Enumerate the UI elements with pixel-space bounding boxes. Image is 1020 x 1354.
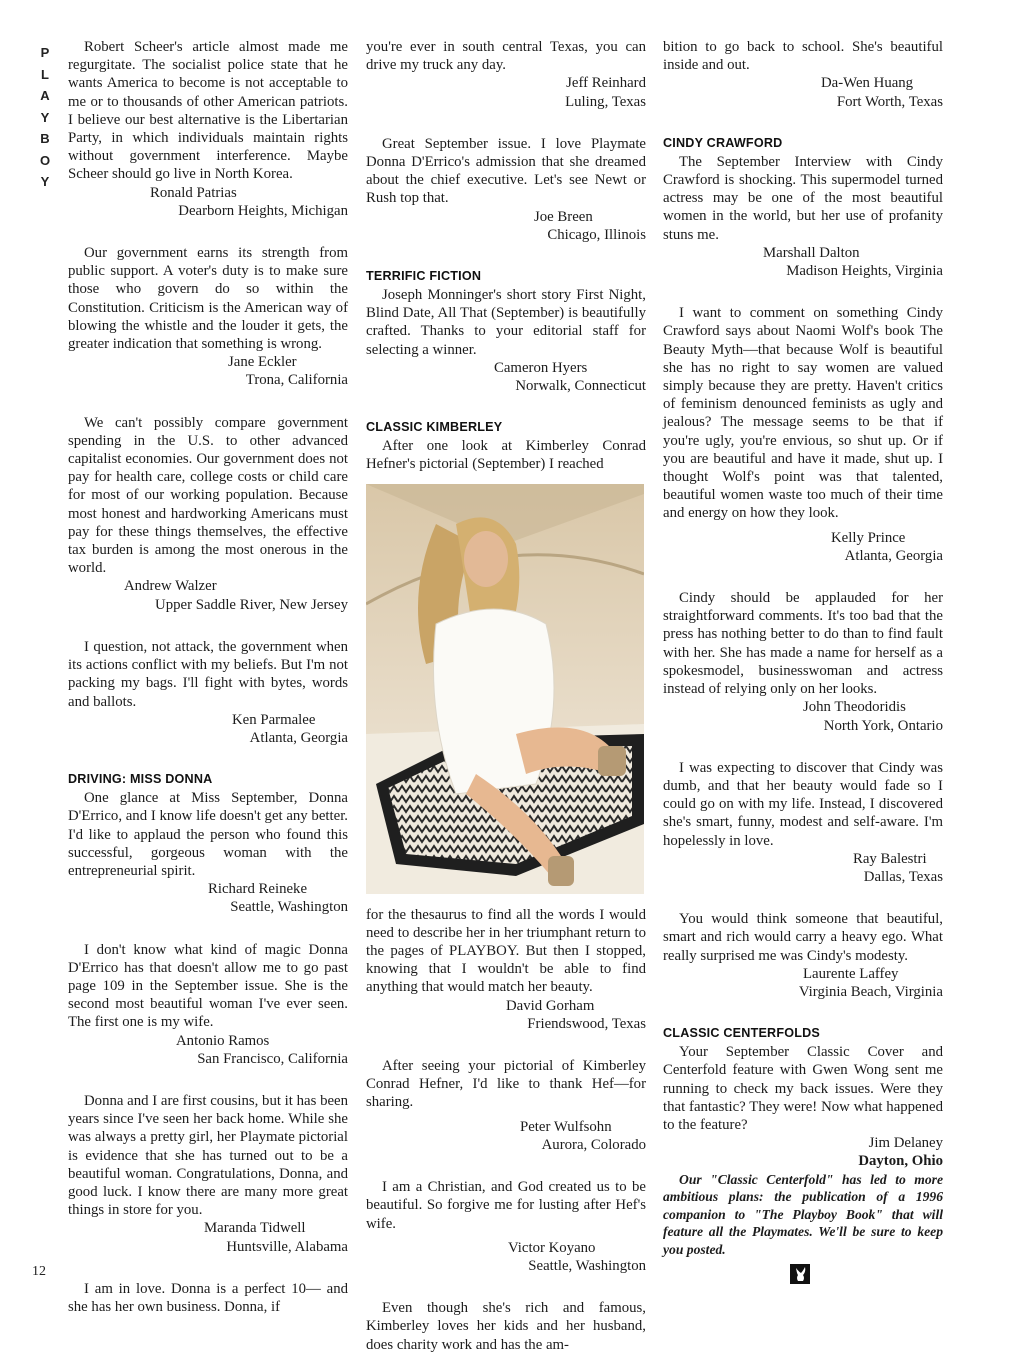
column-2 bbox=[366, 38, 646, 1354]
section-heading: DRIVING: MISS DONNA bbox=[68, 772, 213, 787]
column-3 bbox=[663, 38, 943, 1259]
signature bbox=[68, 880, 348, 916]
letter-body: After seeing your pictorial of Kimberley Conrad Hefner, I'd like to thank Hef—for sharing. bbox=[366, 1058, 646, 1111]
signature-name: Laurente Laffey bbox=[803, 965, 899, 982]
letter bbox=[68, 789, 348, 916]
signature bbox=[68, 1219, 348, 1255]
masthead-letter: P bbox=[40, 45, 50, 60]
signature bbox=[68, 1032, 348, 1068]
letter bbox=[68, 1092, 348, 1256]
signature bbox=[68, 184, 348, 220]
masthead-letter: A bbox=[40, 88, 50, 103]
letter-body: I want to comment on something Cindy Crawford says about Naomi Wolf's book The Beauty Myth—that because Wolf is beautiful she has no right to say women are valued simply because they are pretty. Haven't critics of feminism denounced feminists as ugly and jealous? The message seems to be that if you're ugly, you're envious, so shut up. Or if you are beautiful and have it made, shut up. I thought Wolf's point was that talented, beautiful women waste too much of their time and energy on how they look. bbox=[663, 305, 943, 522]
signature-place: Atlanta, Georgia bbox=[844, 547, 943, 564]
signature-name: Victor Koyano bbox=[508, 1239, 596, 1256]
signature-name: Cameron Hyers bbox=[494, 359, 588, 376]
signature bbox=[366, 1239, 646, 1275]
signature-name: Da-Wen Huang bbox=[821, 75, 914, 92]
letter bbox=[663, 1043, 943, 1170]
signature bbox=[663, 850, 943, 886]
letter bbox=[366, 38, 646, 111]
section-heading: CLASSIC KIMBERLEY bbox=[366, 420, 503, 435]
signature bbox=[366, 74, 646, 110]
letter-body: We can't possibly compare government spending in the U.S. to other advanced capitalist economies. Our government does not pay for health care, college costs or child care for most of our working population. Because most honest and hardworking Americans must pay for these things themselves, the effective tax burden is among the most onerous in the world. bbox=[68, 414, 348, 577]
signature-name: Ken Parmalee bbox=[232, 711, 316, 728]
letter-body: Donna and I are first cousins, but it has been years since I've seen her back home. While she was always a pretty girl, her Playmate pictorial is evidence that she has turned out to be a beautiful woman. Congratulations, Donna, and good luck. I know there are many more great things in store for you. bbox=[68, 1092, 348, 1219]
letter bbox=[663, 304, 943, 565]
editor-note-text: Our "Classic Centerfold" has led to more ambitious plans: the publication of a 1996 companion to "The Playboy Book" that will feature all the Playmates. We'll be sure to keep you posted. bbox=[663, 1171, 943, 1257]
letter bbox=[68, 244, 348, 390]
pictorial-photo bbox=[366, 484, 644, 894]
signature bbox=[68, 577, 348, 613]
letter-body-continued: Even though she's rich and famous, Kimberley loves her kids and her husband, does charity work and has the am- bbox=[366, 1300, 646, 1353]
signature bbox=[663, 1134, 943, 1170]
letter-body: I am a Christian, and God created us to be beautiful. So forgive me for lusting after Hef's wife. bbox=[366, 1179, 646, 1232]
letter-body-continuation: you're ever in south central Texas, you can drive my truck any day. bbox=[366, 39, 646, 74]
signature bbox=[663, 244, 943, 280]
signature-place: Fort Worth, Texas bbox=[836, 93, 943, 110]
signature bbox=[68, 711, 348, 747]
signature-name: Jeff Reinhard bbox=[566, 75, 646, 92]
signature-place: San Francisco, California bbox=[197, 1050, 348, 1067]
signature-name: Joe Breen bbox=[534, 208, 593, 225]
letter-body: One glance at Miss September, Donna D'Errico, and I know life doesn't get any better. I'd like to applaud the person who found this successful, gorgeous woman with the entrepreneurial spirit. bbox=[68, 790, 348, 879]
letter bbox=[366, 906, 646, 1033]
letter-body: I was expecting to discover that Cindy was dumb, and that her beauty would fade so I could go on with my life. Instead, I discovered she's smart, funny, modest and self-aware. I'm hopelessly in love. bbox=[663, 759, 943, 849]
signature-name: Andrew Walzer bbox=[124, 578, 217, 595]
letter bbox=[68, 941, 348, 1068]
signature-place: Seattle, Washington bbox=[528, 1257, 646, 1274]
letter-body: Robert Scheer's article almost made me regurgitate. The socialist police state that he wants America to become is not acceptable to me or to thousands of other American patriots. I believe our best alternative is the Libertarian Party, in which individuals maintain rights without government interference. Maybe Scheer should go live in North Korea. bbox=[68, 39, 348, 183]
signature-name: Maranda Tidwell bbox=[204, 1220, 306, 1237]
letter bbox=[663, 759, 943, 886]
signature-place: Huntsville, Alabama bbox=[226, 1238, 348, 1255]
letter bbox=[68, 414, 348, 614]
letter-body: You would think someone that beautiful, smart and rich would carry a heavy ego. What really surprised me was Cindy's modesty. bbox=[663, 911, 943, 964]
signature-name: Ray Balestri bbox=[853, 850, 927, 867]
signature-name: Ronald Patrias bbox=[150, 184, 237, 201]
section-heading: CLASSIC CENTERFOLDS bbox=[663, 1026, 821, 1041]
letter bbox=[68, 38, 348, 220]
masthead-vertical bbox=[34, 42, 56, 193]
editor-note bbox=[663, 1171, 943, 1259]
masthead-letter: O bbox=[39, 152, 51, 168]
page-number: 12 bbox=[32, 1264, 46, 1279]
signature-place: Atlanta, Georgia bbox=[249, 729, 348, 746]
masthead-letter: Y bbox=[40, 109, 50, 125]
signature-name: Jane Eckler bbox=[228, 354, 297, 371]
signature bbox=[663, 529, 943, 565]
signature-place: Seattle, Washington bbox=[230, 899, 348, 916]
letter bbox=[663, 38, 943, 111]
signature-name: Richard Reineke bbox=[208, 881, 308, 898]
signature bbox=[663, 698, 943, 734]
signature-place: Madison Heights, Virginia bbox=[786, 263, 943, 280]
signature-place: Aurora, Colorado bbox=[541, 1136, 646, 1153]
letter bbox=[663, 153, 943, 280]
signature-place: Dallas, Texas bbox=[863, 868, 943, 885]
letter-body: Cindy should be applauded for her straightforward comments. It's too bad that the press has nothing better to do than to find fault with her. She has made a name for herself as a spokesmodel, businesswoman and actress instead of relying only on her looks. bbox=[663, 590, 943, 698]
rabbit-head-logo-icon bbox=[790, 1264, 810, 1284]
signature-place: Norwalk, Connecticut bbox=[515, 378, 646, 395]
signature-name: Kelly Prince bbox=[831, 529, 906, 546]
letter-body: I don't know what kind of magic Donna D'Errico has that doesn't allow me to go past page 109 in the September issue. She is the second most beautiful woman I've ever seen. The first one is my wife. bbox=[68, 941, 348, 1031]
letter-body: After one look at Kimberley Conrad Hefner's pictorial (September) I reached bbox=[366, 438, 646, 473]
letter bbox=[663, 589, 943, 735]
signature-place: Dearborn Heights, Michigan bbox=[178, 202, 348, 219]
signature-name: Jim Delaney bbox=[868, 1135, 943, 1152]
letter-body: Joseph Monninger's short story First Night, Blind Date, All That (September) is beautifully crafted. Thanks to your editorial staff for selecting a winner. bbox=[366, 287, 646, 358]
letter-body-continuation: bition to go back to school. She's beautiful inside and out. bbox=[663, 39, 943, 74]
letter-body: Great September issue. I love Playmate Donna D'Errico's admission that she dreamed about the chief executive. Let's see Newt or Rush top that. bbox=[366, 135, 646, 207]
signature bbox=[366, 208, 646, 244]
signature-place: Upper Saddle River, New Jersey bbox=[155, 596, 348, 613]
letter bbox=[366, 1178, 646, 1275]
signature-place: Luling, Texas bbox=[565, 93, 646, 110]
letter bbox=[366, 1057, 646, 1154]
signature-place: North York, Ontario bbox=[823, 717, 943, 734]
section-heading: TERRIFIC FICTION bbox=[366, 269, 482, 284]
signature bbox=[366, 359, 646, 395]
masthead-letter: Y bbox=[40, 174, 50, 189]
signature bbox=[663, 74, 943, 110]
letter bbox=[366, 135, 646, 244]
signature-place: Chicago, Illinois bbox=[547, 226, 646, 243]
section-heading: CINDY CRAWFORD bbox=[663, 135, 783, 150]
letter-body-continued: I am in love. Donna is a perfect 10— and she has her own business. Donna, if bbox=[68, 1280, 348, 1315]
signature-name: David Gorham bbox=[506, 997, 595, 1014]
signature-place: Dayton, Ohio bbox=[858, 1153, 943, 1170]
letter bbox=[68, 638, 348, 747]
masthead-letter: B bbox=[40, 131, 50, 146]
letter-body-continuation: for the thesaurus to find all the words I would need to describe her in her triumphant return to the pages of PLAYBOY. But then I stopped, knowing that I wouldn't be able to find anything that would match her beauty. bbox=[366, 906, 646, 996]
signature bbox=[663, 965, 943, 1001]
signature-name: Marshall Dalton bbox=[763, 244, 860, 261]
signature bbox=[68, 353, 348, 389]
masthead-letter: L bbox=[41, 66, 49, 82]
signature bbox=[366, 1118, 646, 1154]
photo-illustration bbox=[366, 484, 644, 894]
signature-name: Peter Wulfsohn bbox=[520, 1118, 612, 1135]
signature-place: Trona, California bbox=[245, 372, 348, 389]
signature-place: Virginia Beach, Virginia bbox=[798, 983, 943, 1000]
letter bbox=[366, 286, 646, 395]
letter-body: I question, not attack, the government when its actions conflict with my beliefs. But I'm not packing my bags. I'll fight with bytes, words and ballots. bbox=[68, 638, 348, 710]
column-1 bbox=[68, 38, 348, 1316]
letter-body: The September Interview with Cindy Crawford is shocking. This supermodel turned actress may be one of the most beautiful women in the world, but her use of profanity stuns me. bbox=[663, 153, 943, 243]
letter bbox=[663, 910, 943, 1001]
letter-body: Our government earns its strength from public support. A voter's duty is to make sure those who govern do so within the Constitution. Criticism is the American way of blowing the whistle and the louder it gets, the greater indication that something is wrong. bbox=[68, 245, 348, 353]
signature bbox=[366, 997, 646, 1033]
letter-body: Your September Classic Cover and Centerfold feature with Gwen Wong sent me running to check my back issues. Were they that fantastic? They were! Now what happened to the feature? bbox=[663, 1044, 943, 1133]
signature-place: Friendswood, Texas bbox=[527, 1015, 646, 1032]
signature-name: Antonio Ramos bbox=[176, 1032, 270, 1049]
signature-name: John Theodoridis bbox=[803, 699, 906, 716]
